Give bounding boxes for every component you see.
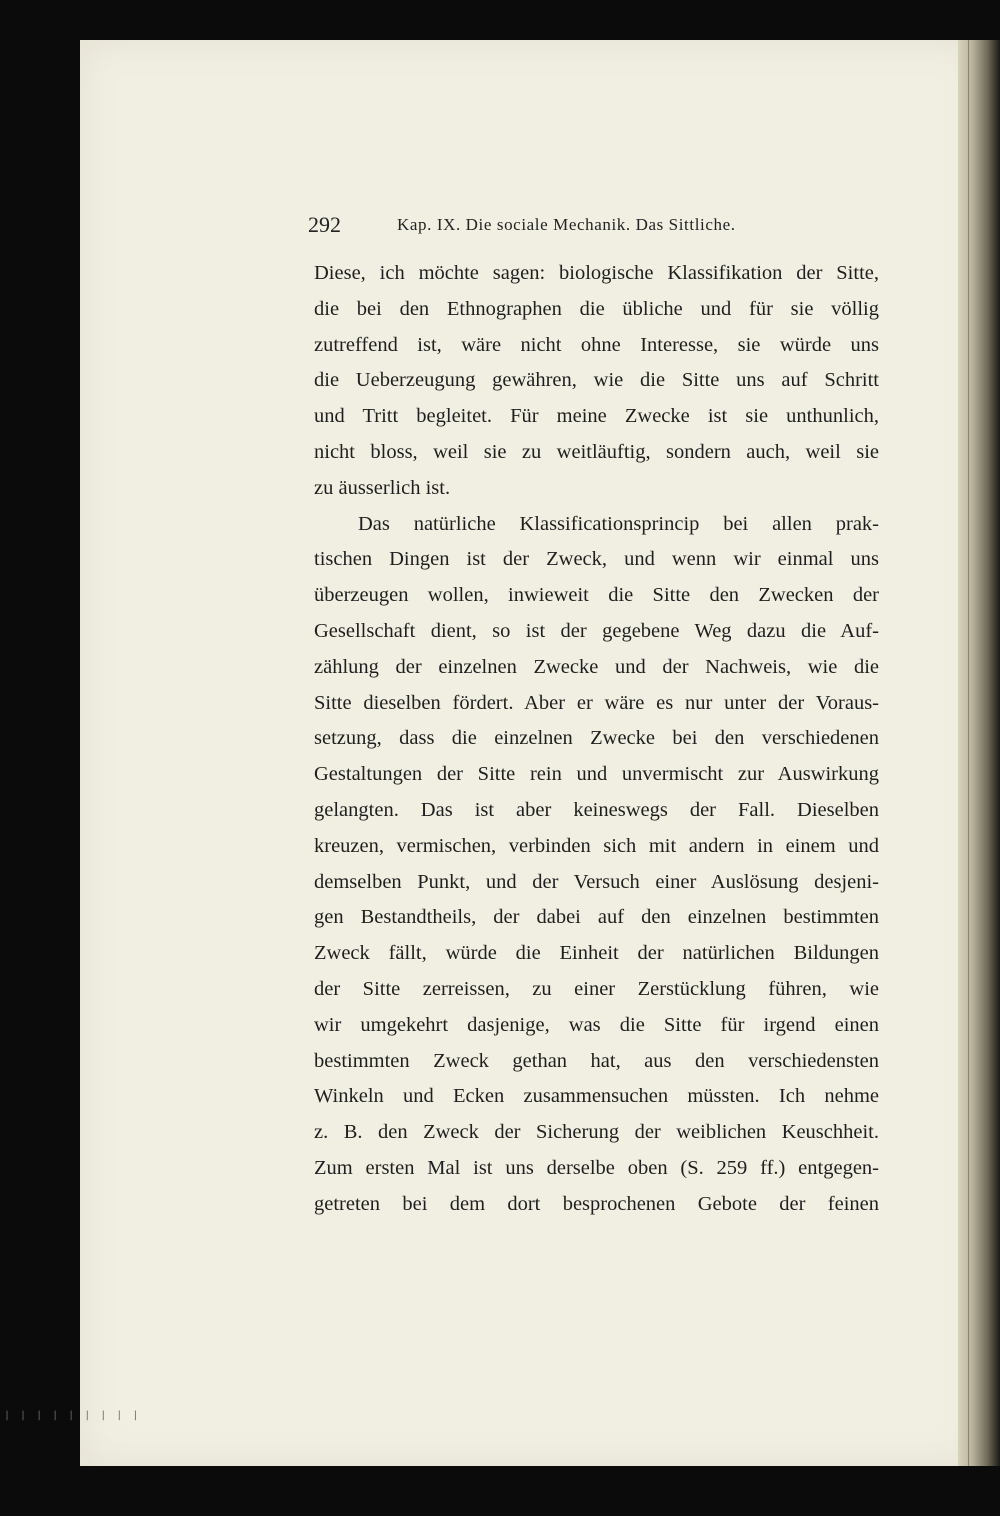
text-line: die Ueberzeugung gewähren, wie die Sitte uns auf Schritt (314, 369, 879, 392)
scan-edge-marks: | | | | | | | | | (4, 1410, 141, 1421)
text-line: Winkeln und Ecken zusammensuchen müssten. Ich nehme (314, 1085, 879, 1108)
page-edge-shadow (958, 40, 1000, 1466)
text-line: und Tritt begleitet. Für meine Zwecke ist sie unthunlich, (314, 405, 879, 428)
text-line: Zum ersten Mal ist uns derselbe oben (S. 259 ff.) entgegen- (314, 1156, 879, 1179)
text-line: getreten bei dem dort besprochenen Gebote der feinen (314, 1192, 879, 1215)
text-line: der Sitte zerreissen, zu einer Zerstücklung führen, wie (314, 977, 879, 1000)
page-number: 292 (308, 212, 341, 237)
page-edge-line (968, 40, 969, 1466)
text-line: kreuzen, vermischen, verbinden sich mit andern in einem und (314, 834, 879, 857)
text-line: gelangten. Das ist aber keineswegs der Fall. Dieselben (314, 798, 879, 821)
text-line: Gesellschaft dient, so ist der gegebene Weg dazu die Auf- (314, 619, 879, 642)
text-line: Diese, ich möchte sagen: biologische Klassifikation der Sitte, (314, 262, 879, 284)
text-line: Zweck fällt, würde die Einheit der natürlichen Bildungen (314, 942, 879, 965)
text-line: Sitte dieselben fördert. Aber er wäre es nur unter der Voraus- (314, 691, 879, 714)
page-header (308, 210, 878, 242)
paragraph-1 (314, 256, 879, 507)
text-line: Das natürliche Klassificationsprincip bei allen prak- (358, 512, 879, 535)
text-line: überzeugen wollen, inwieweit die Sitte den Zwecken der (314, 584, 879, 607)
text-line: zutreffend ist, wäre nicht ohne Interesse, sie würde uns (314, 333, 879, 356)
body-text (314, 256, 879, 1223)
text-line: demselben Punkt, und der Versuch einer Auslösung desjeni- (314, 870, 879, 893)
text-line: wir umgekehrt dasjenige, was die Sitte für irgend einen (314, 1013, 879, 1036)
text-line: z. B. den Zweck der Sicherung der weiblichen Keuschheit. (314, 1121, 879, 1144)
running-head: Kap. IX. Die sociale Mechanik. Das Sittliche. (397, 215, 736, 234)
paragraph-2 (314, 507, 879, 1223)
text-line: zu äusserlich ist. (314, 476, 451, 499)
text-line: die bei den Ethnographen die übliche und für sie völlig (314, 297, 879, 320)
text-line: nicht bloss, weil sie zu weitläuftig, sondern auch, weil sie (314, 440, 879, 463)
text-line: bestimmten Zweck gethan hat, aus den verschiedensten (314, 1049, 879, 1072)
text-line: tischen Dingen ist der Zweck, und wenn wir einmal uns (314, 548, 879, 571)
text-line: gen Bestandtheils, der dabei auf den einzelnen bestimmten (314, 906, 879, 929)
text-line: Gestaltungen der Sitte rein und unvermischt zur Auswirkung (314, 763, 879, 786)
text-line: setzung, dass die einzelnen Zwecke bei den verschiedenen (314, 727, 879, 750)
text-line: zählung der einzelnen Zwecke und der Nachweis, wie die (314, 655, 879, 678)
